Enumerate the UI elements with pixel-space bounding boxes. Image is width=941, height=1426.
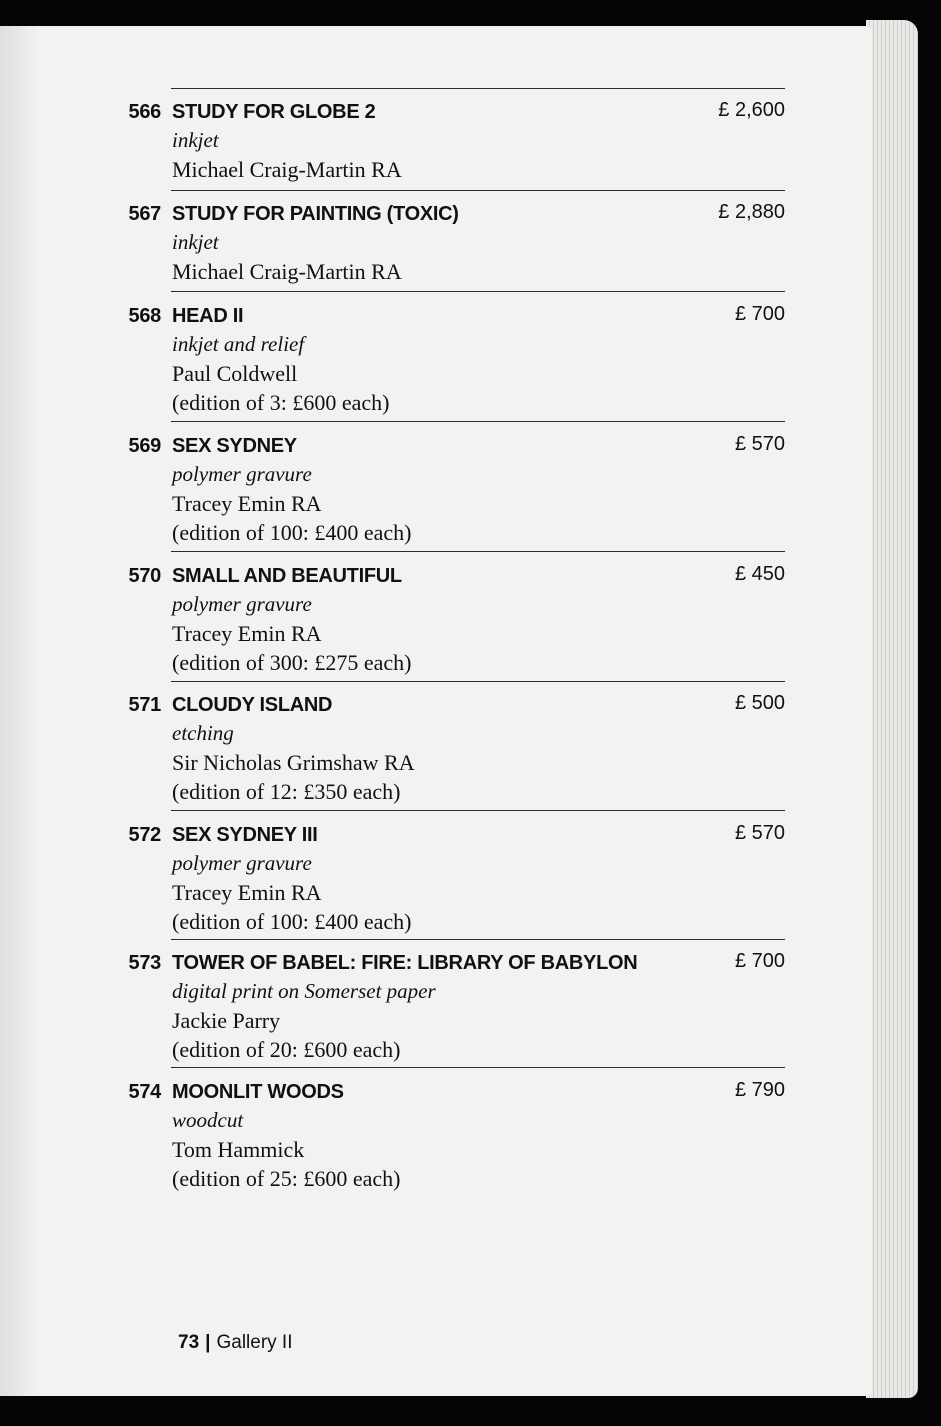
entry-price: £ 500 bbox=[734, 692, 785, 714]
entry-edition: (edition of 100: £400 each) bbox=[172, 520, 412, 545]
entry-artist: Tracey Emin RA bbox=[172, 621, 322, 646]
entry-title: SEX SYDNEY III bbox=[172, 824, 318, 846]
entry-number: 568 bbox=[128, 305, 161, 327]
entry-divider bbox=[171, 551, 785, 552]
entry-title: TOWER OF BABEL: FIRE: LIBRARY OF BABYLON bbox=[172, 952, 638, 974]
entry-number: 569 bbox=[128, 435, 161, 457]
spine-shadow bbox=[0, 26, 40, 1396]
page-footer bbox=[178, 1332, 293, 1354]
entry-price: £ 570 bbox=[734, 822, 785, 844]
entry-artist: Tracey Emin RA bbox=[172, 880, 322, 905]
entry-medium: etching bbox=[172, 721, 234, 745]
entry-medium: inkjet bbox=[172, 230, 219, 254]
entry-medium: polymer gravure bbox=[172, 592, 312, 616]
entry-medium: inkjet bbox=[172, 128, 219, 152]
entry-number: 574 bbox=[128, 1081, 161, 1103]
entry-artist: Tom Hammick bbox=[172, 1137, 305, 1162]
entry-divider bbox=[171, 291, 785, 292]
entry-divider bbox=[171, 421, 785, 422]
entry-medium: polymer gravure bbox=[172, 851, 312, 875]
page-number: 73 bbox=[178, 1332, 200, 1353]
entry-number: 566 bbox=[128, 101, 161, 123]
entry-price: £ 450 bbox=[734, 563, 785, 585]
entry-price: £ 700 bbox=[734, 303, 785, 325]
entry-divider bbox=[171, 1067, 785, 1068]
entry-price: £ 570 bbox=[734, 433, 785, 455]
entry-title: STUDY FOR PAINTING (TOXIC) bbox=[172, 203, 459, 225]
entry-title: SMALL AND BEAUTIFUL bbox=[172, 565, 402, 587]
entry-artist: Michael Craig-Martin RA bbox=[172, 157, 402, 182]
entry-divider bbox=[171, 939, 785, 940]
entry-divider bbox=[171, 810, 785, 811]
entry-edition: (edition of 12: £350 each) bbox=[172, 779, 401, 804]
entry-price: £ 700 bbox=[734, 950, 785, 972]
entry-artist: Tracey Emin RA bbox=[172, 491, 322, 516]
entry-edition: (edition of 3: £600 each) bbox=[172, 390, 390, 415]
entry-price: £ 2,880 bbox=[718, 201, 785, 223]
entry-number: 571 bbox=[128, 694, 161, 716]
entry-number: 570 bbox=[128, 565, 161, 587]
entry-edition: (edition of 20: £600 each) bbox=[172, 1037, 401, 1062]
entry-medium: polymer gravure bbox=[172, 462, 312, 486]
entry-number: 573 bbox=[128, 952, 161, 974]
entry-edition: (edition of 25: £600 each) bbox=[172, 1166, 401, 1191]
entry-price: £ 2,600 bbox=[718, 99, 785, 121]
entry-divider bbox=[171, 190, 785, 191]
entry-medium: woodcut bbox=[172, 1108, 244, 1132]
entry-medium: inkjet and relief bbox=[172, 332, 305, 356]
page-edge-stack bbox=[866, 20, 918, 1398]
entry-title: STUDY FOR GLOBE 2 bbox=[172, 101, 376, 123]
entry-artist: Sir Nicholas Grimshaw RA bbox=[172, 750, 415, 775]
entry-edition: (edition of 100: £400 each) bbox=[172, 909, 412, 934]
entry-title: MOONLIT WOODS bbox=[172, 1081, 344, 1103]
entry-title: CLOUDY ISLAND bbox=[172, 694, 333, 716]
footer-separator: | bbox=[205, 1332, 211, 1353]
entry-artist: Jackie Parry bbox=[172, 1008, 281, 1033]
entry-number: 572 bbox=[128, 824, 161, 846]
entry-medium: digital print on Somerset paper bbox=[172, 979, 436, 1003]
entry-artist: Paul Coldwell bbox=[172, 361, 298, 386]
entry-title: SEX SYDNEY bbox=[172, 435, 297, 457]
entry-artist: Michael Craig-Martin RA bbox=[172, 259, 402, 284]
entry-price: £ 790 bbox=[734, 1079, 785, 1101]
entry-divider bbox=[171, 681, 785, 682]
entry-edition: (edition of 300: £275 each) bbox=[172, 650, 412, 675]
entry-title: HEAD II bbox=[172, 305, 244, 327]
catalogue-page bbox=[0, 26, 872, 1396]
entry-divider bbox=[171, 88, 785, 89]
entry-number: 567 bbox=[128, 203, 161, 225]
section-name: Gallery II bbox=[216, 1332, 293, 1353]
